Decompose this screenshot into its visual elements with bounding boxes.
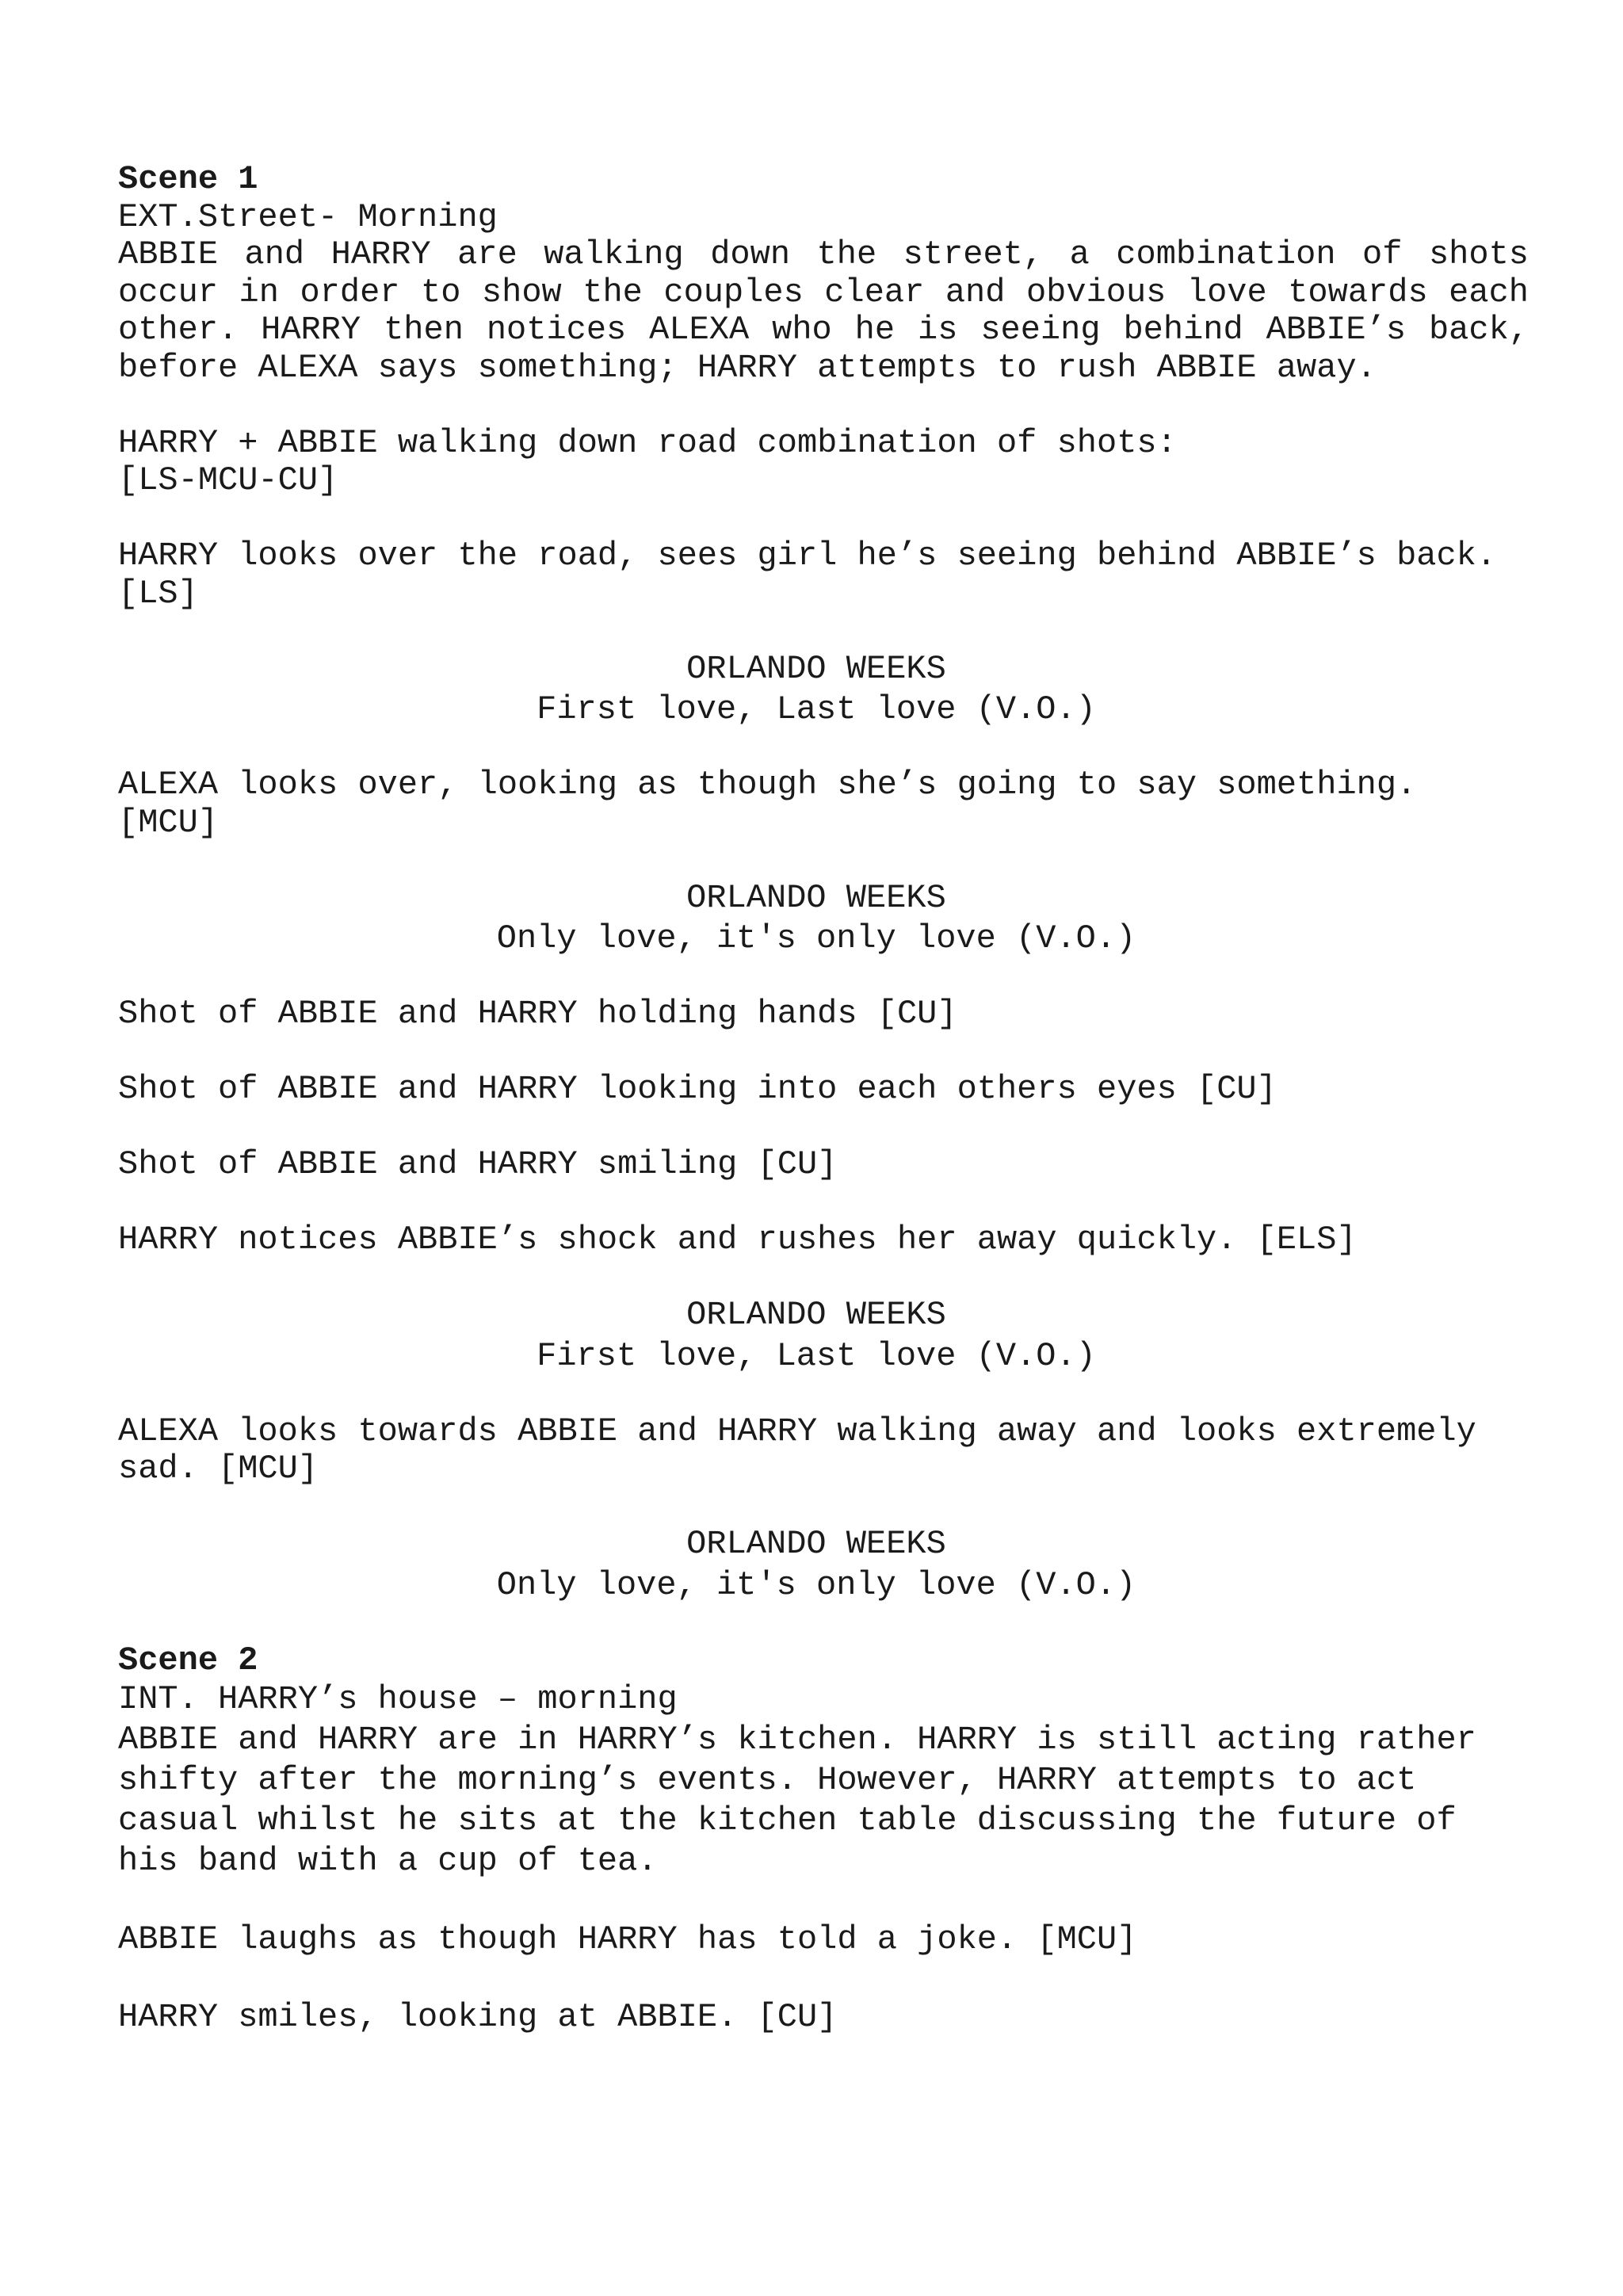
spacer	[118, 1184, 1529, 1222]
scene-2-heading: Scene 2	[118, 1641, 258, 1679]
spacer	[118, 729, 1529, 767]
spacer	[118, 1960, 1529, 1998]
dialogue-block-2	[118, 880, 1514, 958]
scene-1-action-3-shot: [MCU]	[118, 803, 219, 842]
spacer	[118, 1259, 1529, 1297]
spacer	[118, 842, 1529, 880]
dialogue-block-4	[118, 1526, 1514, 1604]
character-name: ORLANDO WEEKS	[686, 649, 946, 688]
spacer	[118, 1375, 1529, 1413]
scene-1-heading: Scene 1	[118, 160, 258, 198]
character-name: ORLANDO WEEKS	[686, 878, 946, 917]
spacer	[118, 958, 1529, 996]
scene-1-action-6: Shot of ABBIE and HARRY smiling [CU]	[118, 1145, 838, 1183]
dialogue-line: Only love, it's only love (V.O.)	[496, 919, 1136, 957]
dialogue-block-3	[118, 1297, 1514, 1375]
dialogue-block-1	[118, 651, 1514, 729]
scene-1-slugline: EXT.Street- Morning	[118, 197, 498, 236]
scene-1-action-5: Shot of ABBIE and HARRY looking into each others eyes [CU]	[118, 1070, 1277, 1108]
scene-2-description-line-3: casual whilst he sits at the kitchen table discussing the future of	[118, 1801, 1457, 1839]
dialogue-line: Only love, it's only love (V.O.)	[496, 1565, 1136, 1604]
spacer	[118, 1881, 1529, 1920]
script-content	[118, 160, 1549, 2038]
spacer	[118, 613, 1529, 651]
scene-1-description: ABBIE and HARRY are walking down the street, a combination of shots occur in order to show the couples clear and obvious love towards each other. HARRY then notices ALEXA who he is seeing behind ABBIE’s back, before ALEXA says something; HARRY attempts to rush ABBIE away.	[118, 235, 1549, 387]
scene-1-action-3: ALEXA looks over, looking as though she’s going to say something.	[118, 766, 1417, 804]
scene-1-action-2-shot: [LS]	[118, 574, 198, 613]
dialogue-line: First love, Last love (V.O.)	[537, 1336, 1096, 1375]
spacer	[118, 1604, 1529, 1642]
spacer	[118, 387, 1529, 425]
scene-2-slugline: INT. HARRY’s house – morning	[118, 1680, 678, 1718]
spacer	[118, 1488, 1529, 1526]
spacer	[118, 1033, 1529, 1072]
scene-2-block	[118, 1642, 1529, 2038]
dialogue-line: First love, Last love (V.O.)	[537, 690, 1096, 728]
scene-2-description-line-2: shifty after the morning’s events. However, HARRY attempts to act	[118, 1761, 1417, 1799]
scene-1-action-4: Shot of ABBIE and HARRY holding hands [CU]	[118, 995, 957, 1033]
scene-1-action-8-shot: sad. [MCU]	[118, 1450, 319, 1488]
scene-1-action-8: ALEXA looks towards ABBIE and HARRY walking away and looks extremely	[118, 1412, 1476, 1450]
scene-1-action-7: HARRY notices ABBIE’s shock and rushes her away quickly. [ELS]	[118, 1221, 1357, 1259]
scene-1-action-2: HARRY looks over the road, sees girl he’s seeing behind ABBIE’s back.	[118, 537, 1497, 575]
scene-1-action-1: HARRY + ABBIE walking down road combination of shots:	[118, 423, 1177, 462]
spacer	[118, 1109, 1529, 1147]
character-name: ORLANDO WEEKS	[686, 1296, 946, 1334]
character-name: ORLANDO WEEKS	[686, 1525, 946, 1563]
scene-1-action-1-shot: [LS-MCU-CU]	[118, 461, 338, 499]
spacer	[118, 500, 1529, 538]
scene-2-action-1: ABBIE laughs as though HARRY has told a joke. [MCU]	[118, 1920, 1137, 1958]
scene-2-description-line-4: his band with a cup of tea.	[118, 1842, 658, 1880]
scene-2-description-line-1: ABBIE and HARRY are in HARRY’s kitchen. HARRY is still acting rather	[118, 1721, 1476, 1759]
scene-2-action-2: HARRY smiles, looking at ABBIE. [CU]	[118, 1998, 838, 2036]
